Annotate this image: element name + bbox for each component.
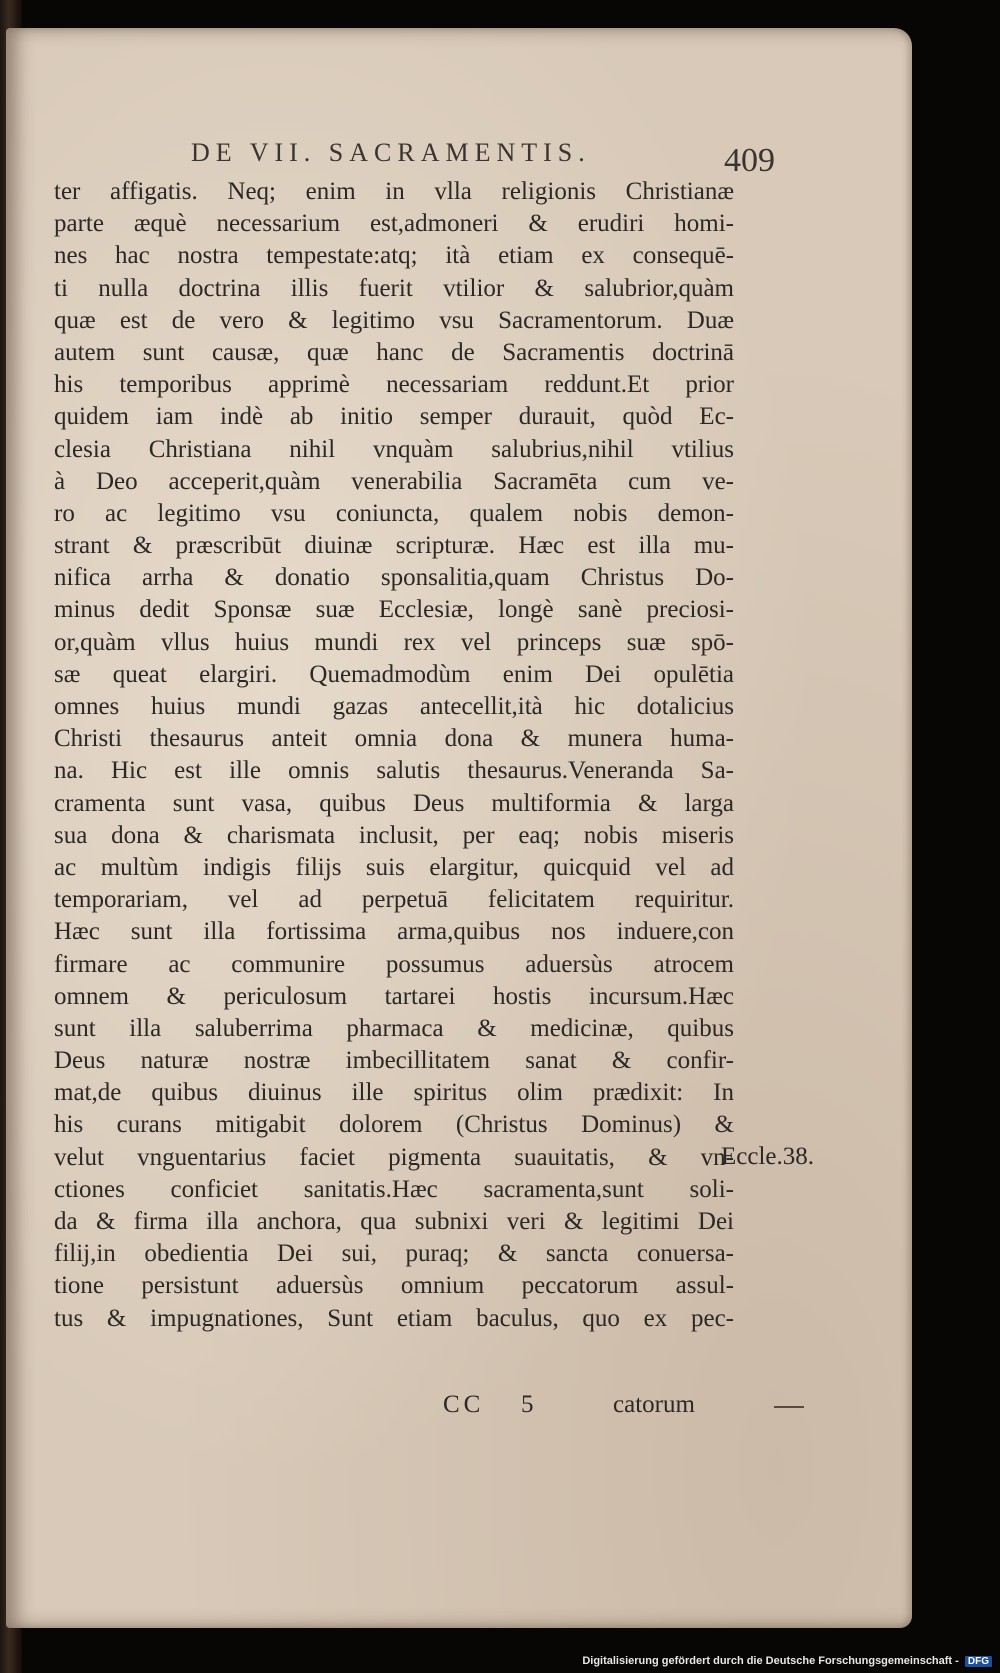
- text-line: strant & præscribūt diuinæ scripturæ. Hæc est illa mu-: [54, 532, 734, 560]
- signature-mark: CC: [443, 1391, 485, 1418]
- text-line: quæ est de vero & legitimo vsu Sacramentorum. Duæ: [54, 306, 734, 334]
- page-number: 409: [724, 142, 775, 179]
- margin-mark: [774, 1406, 804, 1408]
- text-line: ctiones conficiet sanitatis.Hæc sacramenta,sunt soli-: [54, 1175, 734, 1203]
- text-line: Hæc sunt illa fortissima arma,quibus nos induere,con: [54, 918, 734, 946]
- dfg-logo: DFG: [965, 1656, 992, 1667]
- text-line: Deus naturæ nostræ imbecillitatem sanat & confir-: [54, 1047, 734, 1075]
- text-line: temporariam, vel ad perpetuā felicitatem requiritur.: [54, 886, 734, 914]
- text-line: minus dedit Sponsæ suæ Ecclesiæ, longè sanè preciosi-: [54, 596, 734, 624]
- text-line: ter affigatis. Neq; enim in vlla religionis Christianæ: [54, 178, 734, 205]
- digitization-credit: [0, 1655, 992, 1667]
- text-line: cramenta sunt vasa, quibus Deus multiformia & larga: [54, 789, 734, 817]
- text-line: his temporibus apprimè necessariam reddunt.Et prior: [54, 371, 734, 399]
- text-line: firmare ac communire possumus aduersùs atrocem: [54, 950, 734, 978]
- text-line: sua dona & charismata inclusit, per eaq; nobis miseris: [54, 821, 734, 849]
- text-line: da & firma illa anchora, qua subnixi veri & legitimi Dei: [54, 1208, 734, 1235]
- text-line: omnes huius mundi gazas antecellit,ità hic dotalicius: [54, 693, 734, 720]
- text-line: velut vnguentarius faciet pigmenta suauitatis, & vn-: [54, 1143, 734, 1171]
- text-line: nifica arrha & donatio sponsalitia,quam Christus Do-: [54, 564, 734, 592]
- credit-separator: -: [952, 1655, 962, 1667]
- text-line: omnem & periculosum tartarei hostis incursum.Hæc: [54, 982, 734, 1010]
- text-line: filij,in obedientia Dei sui, puraq; & sancta conuersa-: [54, 1240, 734, 1268]
- marginal-note: Eccle.38.: [721, 1143, 815, 1170]
- text-line: ac multùm indigis filijs suis elargitur, quicquid vel ad: [54, 853, 734, 881]
- text-line: tione persistunt aduersùs omnium peccatorum assul-: [54, 1272, 734, 1300]
- text-line: ti nulla doctrina illis fuerit vtilior & salubrior,quàm: [54, 274, 734, 302]
- body-text: [54, 176, 734, 1335]
- text-line: his curans mitigabit dolorem (Christus Dominus) &: [54, 1111, 734, 1139]
- text-line: tus & impugnationes, Sunt etiam baculus, quo ex pec-: [54, 1304, 734, 1332]
- running-head: DE VII. SACRAMENTIS.: [191, 138, 591, 167]
- text-line: quidem iam indè ab initio semper durauit, quòd Ec-: [54, 403, 734, 431]
- text-line: sunt illa saluberrima pharmaca & medicinæ, quibus: [54, 1014, 734, 1042]
- text-line: mat,de quibus diuinus ille spiritus olim prædixit: In: [54, 1079, 734, 1107]
- text-line: Christi thesaurus anteit omnia dona & munera huma-: [54, 725, 734, 753]
- catchword: catorum: [613, 1391, 695, 1418]
- text-line: à Deo acceperit,quàm venerabilia Sacramēta cum ve-: [54, 467, 734, 495]
- text-line: or,quàm vllus huius mundi rex vel princeps suæ spō-: [54, 628, 734, 656]
- book-page: [6, 28, 912, 1628]
- text-line: autem sunt causæ, quæ hanc de Sacramentis doctrinā: [54, 338, 734, 366]
- text-line: ro ac legitimo vsu coniuncta, qualem nobis demon-: [54, 499, 734, 527]
- text-line: nes hac nostra tempestate:atq; ità etiam ex consequē-: [54, 242, 734, 270]
- text-line: clesia Christiana nihil vnquàm salubrius,nihil vtilius: [54, 435, 734, 463]
- credit-text: Digitalisierung gefördert durch die Deutsche Forschungsgemeinschaft: [582, 1655, 953, 1667]
- text-line: sæ queat elargiri. Quemadmodùm enim Dei opulētia: [54, 660, 734, 688]
- signature-number: 5: [521, 1391, 534, 1418]
- text-line: na. Hic est ille omnis salutis thesaurus.Veneranda Sa-: [54, 757, 734, 785]
- text-line: parte æquè necessarium est,admoneri & erudiri homi-: [54, 210, 734, 238]
